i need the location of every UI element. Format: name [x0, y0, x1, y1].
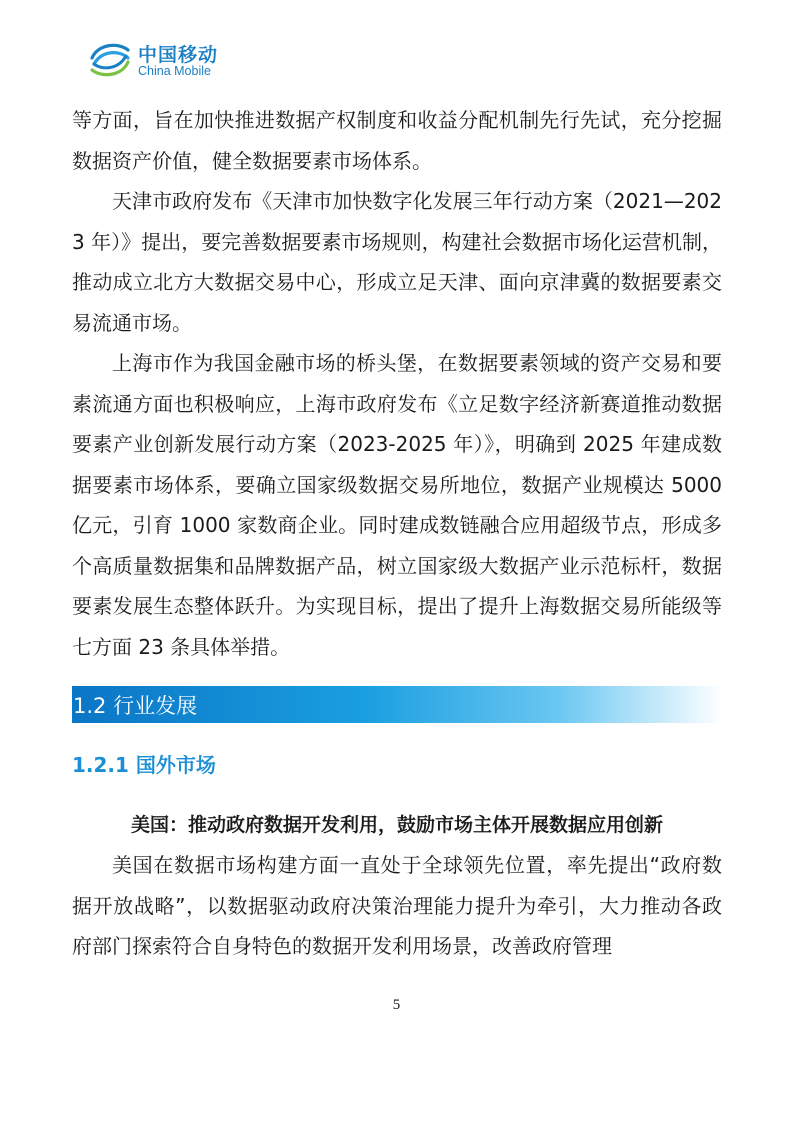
paragraph-shanghai: 上海市作为我国金融市场的桥头堡，在数据要素领域的资产交易和要素流通方面也积极响应，上海市政府发布《立足数字经济新赛道推动数据要素产业创新发展行动方案（2023-2025 年）》，明确到 2025 年建成数据要素市场体系，要确立国家级数据交易所地位，数据产业规模达 5000 亿元，引育 1000 家数商企业。同时建成数链融合应用超级节点，形成多个高质量数据集和品牌数据产品，树立国家级大数据产业示范标杆，数据要素发展生态整体跃升。为实现目标，提出了提升上海数据交易所能级等七方面 23 条具体举措。: [72, 351, 722, 659]
logo-text-en: China Mobile: [138, 64, 211, 78]
paragraph-tianjin: 天津市政府发布《天津市加快数字化发展三年行动方案（2021—2023 年）》提出，要完善数据要素市场规则，构建社会数据市场化运营机制，推动成立北方大数据交易中心，形成立足天津、面向京津冀的数据要素交易流通市场。: [72, 189, 722, 335]
paragraph-usa: 美国在数据市场构建方面一直处于全球领先位置，率先提出“政府数据开放战略”，以数据驱动政府决策治理能力提升为牵引，大力推动各政府部门探索符合自身特色的数据开发利用场景，改善政府管理: [72, 853, 722, 958]
bold-heading-usa: 美国：推动政府数据开发利用，鼓励市场主体开展数据应用创新: [130, 814, 663, 836]
paragraph-continuation: 等方面，旨在加快推进数据产权制度和收益分配机制先行先试，充分挖掘数据资产价值，健全数据要素市场体系。: [72, 108, 722, 173]
page-number: 5: [392, 997, 401, 1013]
subsection-heading: 1.2.1 国外市场: [72, 753, 216, 777]
document-body: [72, 100, 722, 967]
china-mobile-logo-icon: [88, 38, 134, 82]
logo-text-cn: 中国移动: [138, 44, 219, 66]
china-mobile-logo: [88, 38, 238, 84]
section-heading-bar: [72, 686, 722, 723]
section-heading: 1.2 行业发展: [73, 693, 198, 718]
